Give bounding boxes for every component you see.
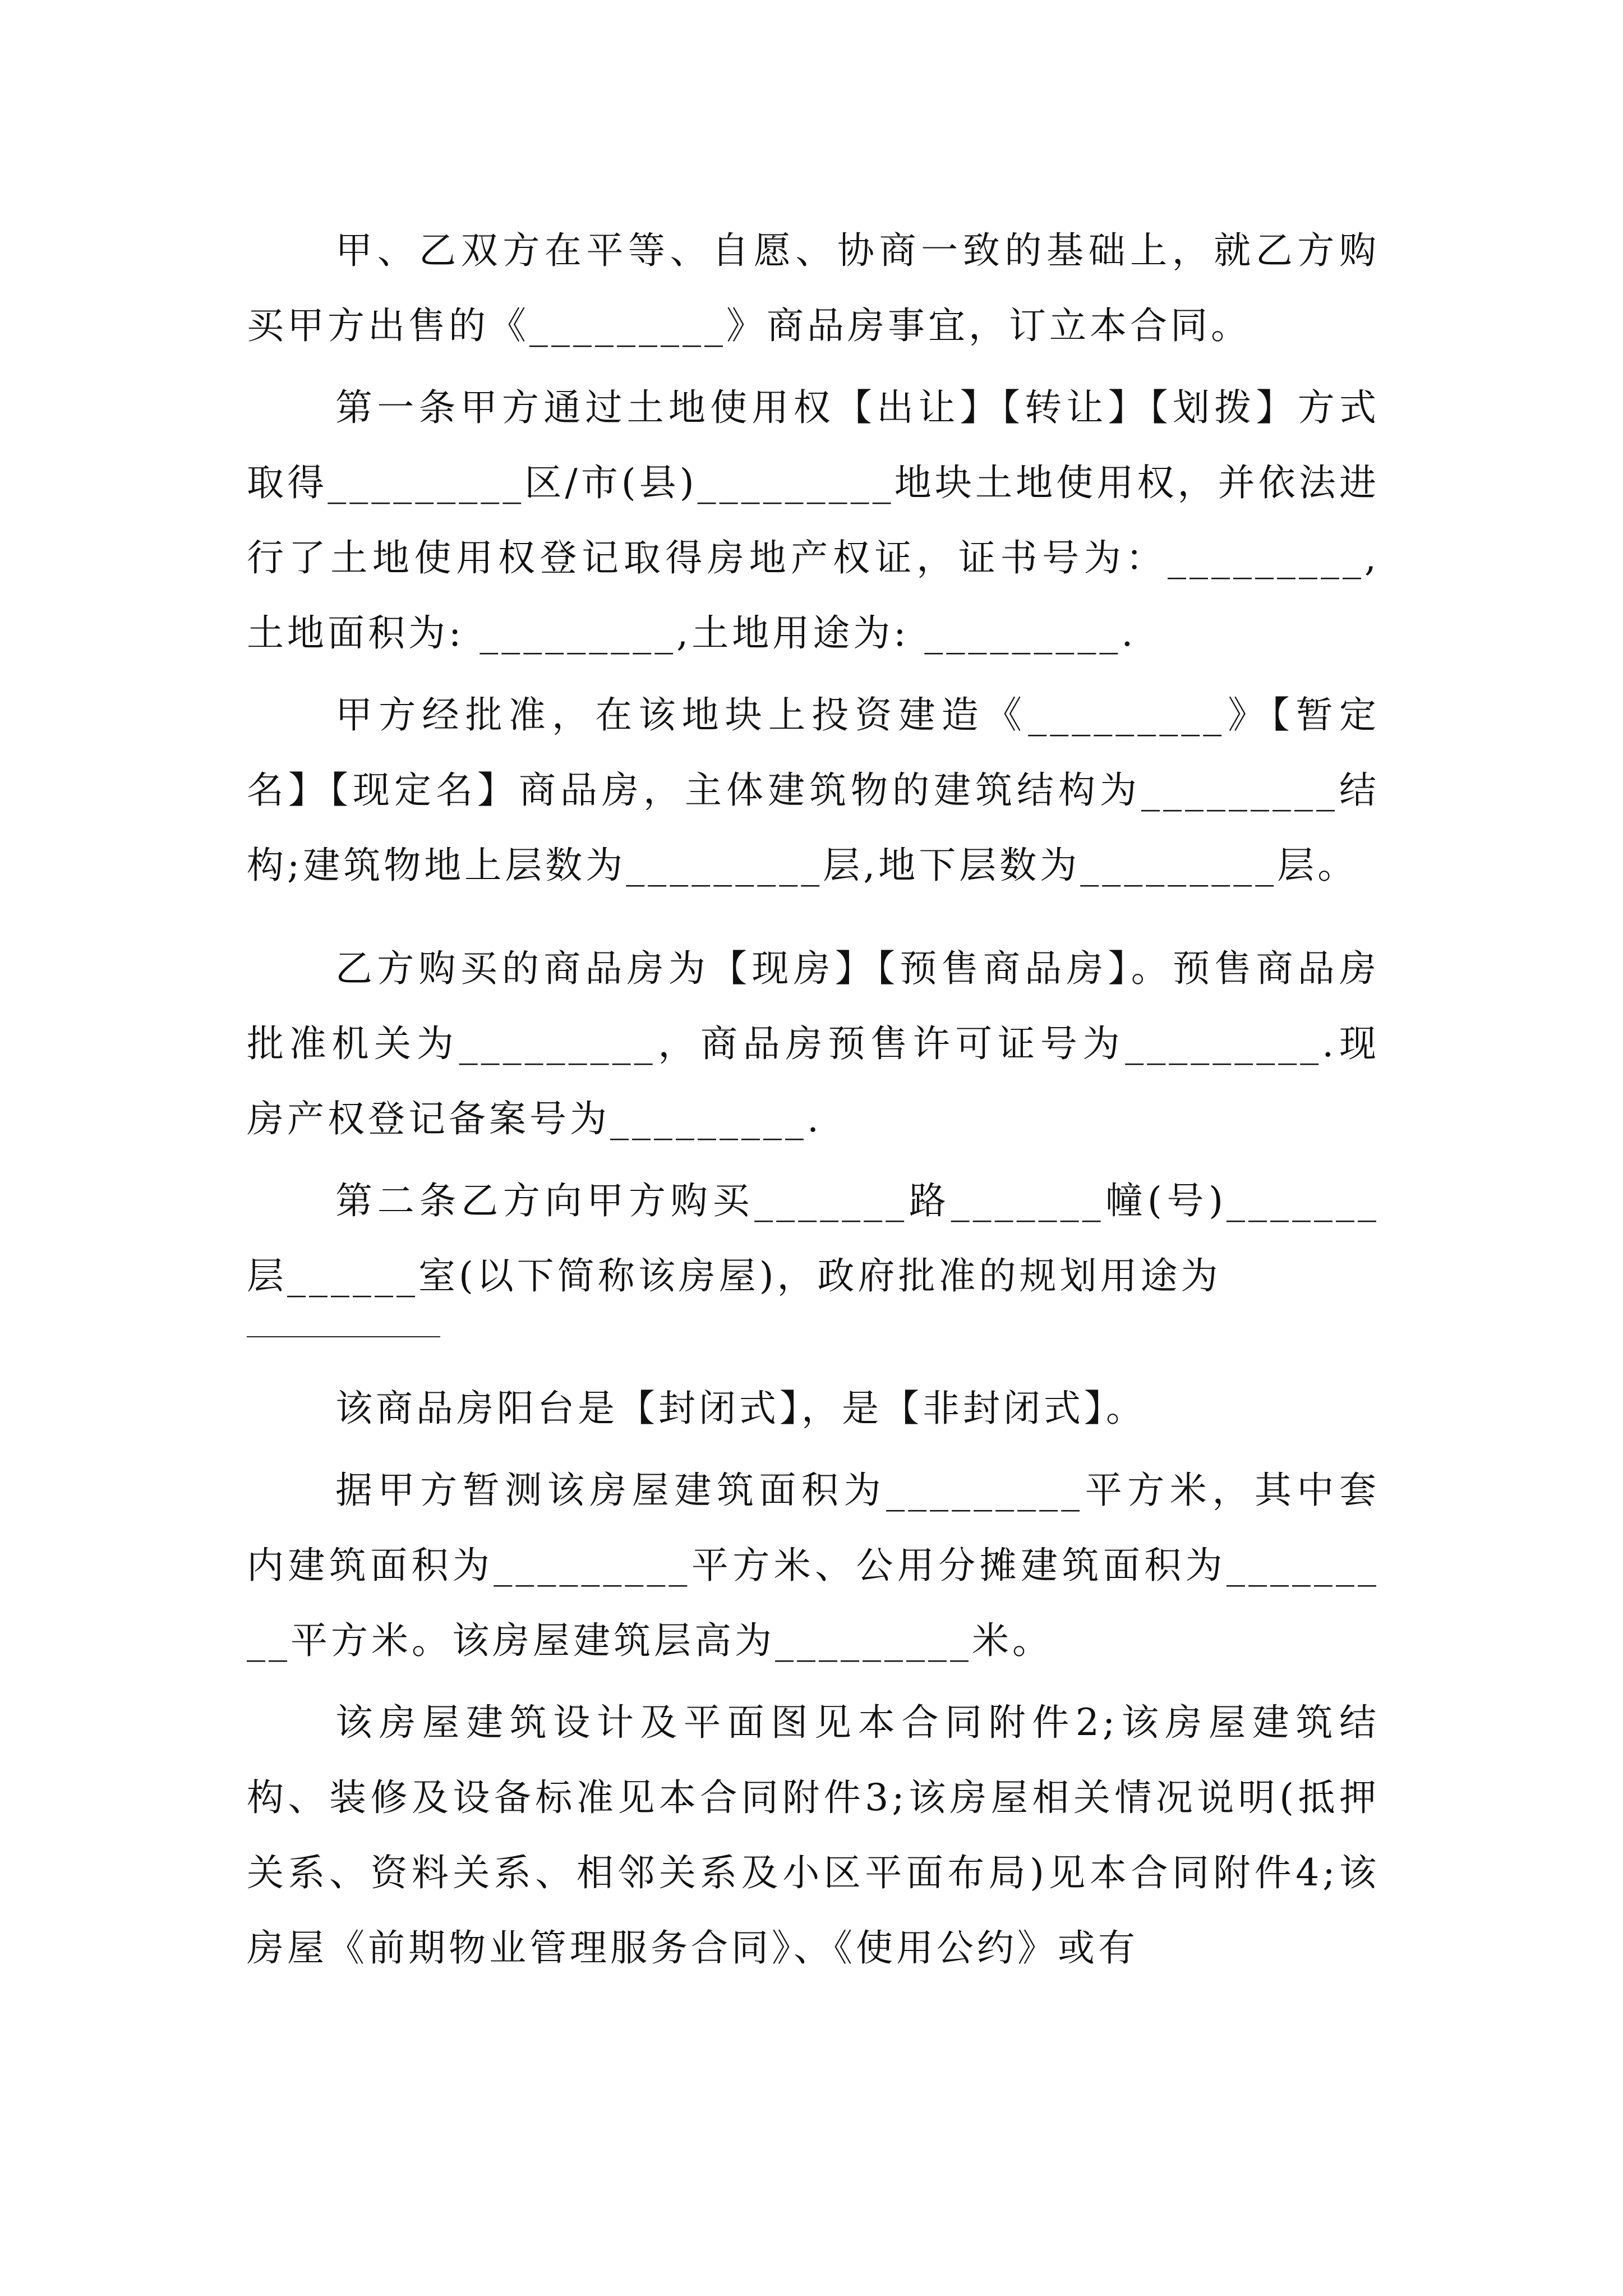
paragraph-balcony: 该商品房阳台是【封闭式】，是【非封闭式】。 xyxy=(335,1387,1146,1430)
paragraph-article-2-house: 第二条乙方向甲方购买_______路_______幢(号)_______层______室(以下简称该房屋)，政府批准的规划用途为 xyxy=(247,1179,1380,1297)
paragraph-attachments: 该房屋建筑设计及平面图见本合同附件2;该房屋建筑结构、装修及设备标准见本合同附件3;该房屋相关情况说明(抵押关系、资料关系、相邻关系及小区平面布局)见本合同附件4;该房屋《前期物业管理服务合同》、《使用公约》或有 xyxy=(247,1701,1380,1970)
paragraph-preamble: 甲、乙双方在平等、自愿、协商一致的基础上，就乙方购买甲方出售的《_________》商品房事宜，订立本合同。 xyxy=(247,229,1380,347)
paragraph-article-1-building: 甲方经批准，在该地块上投资建造《_________》【暂定名】【现定名】商品房，主体建筑物的建筑结构为_________结构;建筑物地上层数为_________层,地下层数为_________层。 xyxy=(247,693,1380,887)
blank-fill-line xyxy=(247,1336,440,1337)
paragraph-article-1-presale: 乙方购买的商品房为【现房】【预售商品房】。预售商品房批准机关为_________，商品房预售许可证号为_________.现房产权登记备案号为_________. xyxy=(247,947,1380,1140)
paragraph-article-1-land: 第一条甲方通过土地使用权【出让】【转让】【划拨】方式取得_________区/市(县)_________地块土地使用权，并依法进行了土地使用权登记取得房地产权证，证书号为：_________,土地面积为: _________,土地用途为: _________. xyxy=(247,386,1380,655)
document-body xyxy=(247,213,1380,1986)
paragraph-area: 据甲方暂测该房屋建筑面积为_________平方米，其中套内建筑面积为_________平方米、公用分摊建筑面积为_________平方米。该房屋建筑层高为_________米。 xyxy=(247,1469,1380,1662)
